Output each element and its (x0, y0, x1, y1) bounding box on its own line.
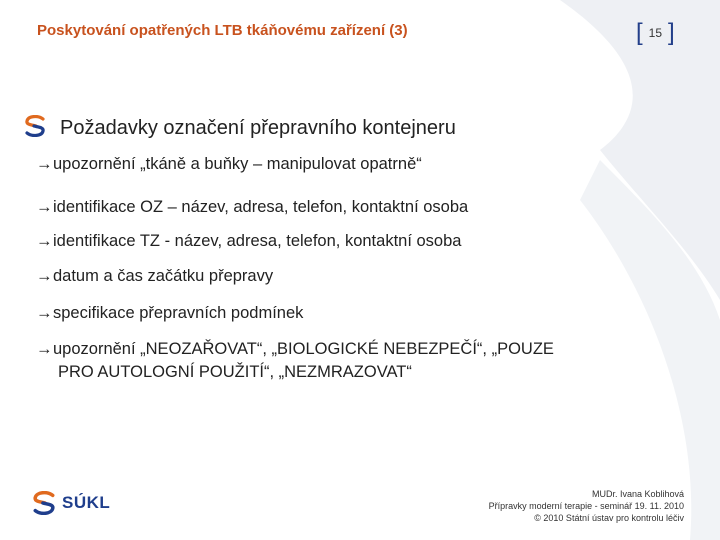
footer-author: MUDr. Ivana Koblihová (591, 489, 684, 499)
sukl-logo-text: SÚKL (62, 493, 111, 512)
list-item (36, 196, 468, 218)
arrow-right-icon: → (36, 155, 53, 173)
list-item-text: upozornění „tkáně a buňky – manipulovat opatrně“ (53, 155, 422, 173)
footer-event: Přípravky moderní terapie - seminář 19. 11. 2010 (488, 501, 684, 511)
list-item-text: identifikace OZ – název, adresa, telefon, kontaktní osoba (53, 198, 469, 216)
arrow-right-icon: → (36, 340, 53, 358)
section-title: Požadavky označení přepravního kontejneru (60, 117, 456, 139)
list-item (36, 302, 303, 324)
arrow-right-icon: → (36, 198, 53, 216)
list-item-text: specifikace přepravních podmínek (53, 304, 304, 322)
bracket-left-icon: [ (636, 19, 643, 46)
list-item-text: upozornění „NEOZAŘOVAT“, „BIOLOGICKÉ NEBEZPEČÍ“, „POUZE (53, 340, 554, 358)
list-item (36, 338, 554, 360)
arrow-right-icon: → (36, 304, 53, 322)
arrow-right-icon: → (36, 232, 53, 250)
header-title: Poskytování opatřených LTB tkáňovému zařízení (3) (37, 22, 408, 39)
bracket-right-icon: ] (668, 19, 675, 46)
arrow-right-icon: → (36, 267, 53, 285)
list-item-text: identifikace TZ - název, adresa, telefon, kontaktní osoba (53, 232, 462, 250)
sukl-logo-icon (32, 491, 56, 515)
sukl-mark-icon (24, 115, 46, 137)
list-item (36, 265, 273, 287)
footer (489, 488, 684, 524)
list-item (36, 230, 461, 252)
footer-copyright: © 2010 Státní ústav pro kontrolu léčiv (534, 513, 684, 523)
list-item-text: datum a čas začátku přepravy (53, 267, 274, 285)
sukl-logo (32, 491, 110, 515)
page-number (636, 20, 675, 46)
list-item-continuation: PRO AUTOLOGNÍ POUŽITÍ“, „NEZMRAZOVAT“ (58, 363, 412, 381)
list-item (36, 153, 422, 175)
page-number-value: 15 (648, 26, 663, 40)
